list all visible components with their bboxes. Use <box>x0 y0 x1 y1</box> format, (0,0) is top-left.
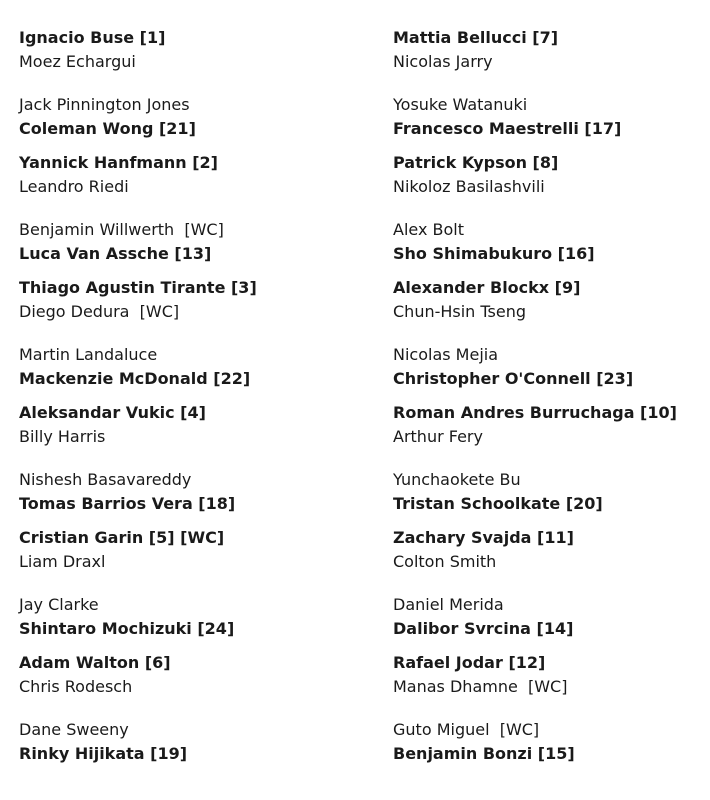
player-name: Moez Echargui <box>19 51 136 71</box>
match-pair <box>393 593 710 650</box>
match-pair <box>393 651 710 708</box>
seeded-player-name: Christopher O'Connell [23] <box>393 368 634 388</box>
seeded-player-name: Ignacio Buse [1] <box>19 28 166 47</box>
seeded-player-name: Roman Andres Burruchaga [10] <box>393 403 677 422</box>
player-name: Dane Sweeny <box>19 720 129 739</box>
seeded-player-name: Zachary Svajda [11] <box>393 528 574 547</box>
player-name: Nicolas Jarry <box>393 51 493 71</box>
match-pair <box>393 93 710 150</box>
seeded-player-name: Patrick Kypson [8] <box>393 153 559 172</box>
match-pair <box>19 93 349 150</box>
player-name: Manas Dhamne [WC] <box>393 676 568 696</box>
draw-section <box>19 276 349 401</box>
player-name: Benjamin Willwerth [WC] <box>19 220 224 239</box>
player-name: Jack Pinnington Jones <box>19 95 190 114</box>
player-name: Martin Landaluce <box>19 345 158 364</box>
match-pair <box>19 218 349 275</box>
match-pair <box>393 343 710 400</box>
player-name: Chris Rodesch <box>19 676 133 696</box>
player-name: Guto Miguel [WC] <box>393 720 540 739</box>
player-name: Billy Harris <box>19 426 106 446</box>
draw-section <box>393 401 710 526</box>
seeded-player-name: Tomas Barrios Vera [18] <box>19 493 236 513</box>
match-pair <box>19 718 349 775</box>
player-name: Nikoloz Basilashvili <box>393 176 545 196</box>
seeded-player-name: Aleksandar Vukic [4] <box>19 403 206 422</box>
match-pair <box>19 401 349 458</box>
match-pair <box>393 718 710 775</box>
seeded-player-name: Dalibor Svrcina [14] <box>393 618 574 638</box>
seeded-player-name: Yannick Hanfmann [2] <box>19 153 218 172</box>
player-name: Yosuke Watanuki <box>393 95 528 114</box>
player-name: Colton Smith <box>393 551 497 571</box>
player-name: Arthur Fery <box>393 426 483 446</box>
player-name: Yunchaokete Bu <box>393 470 521 489</box>
match-pair <box>19 526 349 583</box>
player-name: Nishesh Basavareddy <box>19 470 192 489</box>
match-pair <box>393 468 710 525</box>
draw-section <box>393 151 710 276</box>
player-name: Diego Dedura [WC] <box>19 301 180 321</box>
match-pair <box>19 651 349 708</box>
player-name: Daniel Merida <box>393 595 504 614</box>
seeded-player-name: Tristan Schoolkate [20] <box>393 493 603 513</box>
right-column <box>393 26 710 776</box>
left-column <box>19 26 349 776</box>
match-pair <box>393 26 710 83</box>
player-name: Liam Draxl <box>19 551 106 571</box>
match-pair <box>19 276 349 333</box>
player-name: Jay Clarke <box>19 595 99 614</box>
match-pair <box>393 151 710 208</box>
draw-section <box>19 526 349 651</box>
match-pair <box>19 468 349 525</box>
draw-section <box>393 651 710 776</box>
seeded-player-name: Alexander Blockx [9] <box>393 278 581 297</box>
seeded-player-name: Francesco Maestrelli [17] <box>393 118 622 138</box>
seeded-player-name: Coleman Wong [21] <box>19 118 196 138</box>
match-pair <box>19 593 349 650</box>
match-pair <box>393 526 710 583</box>
draw-section <box>393 526 710 651</box>
match-pair <box>393 276 710 333</box>
draw-section <box>19 26 349 151</box>
seeded-player-name: Luca Van Assche [13] <box>19 243 212 263</box>
seeded-player-name: Benjamin Bonzi [15] <box>393 743 575 763</box>
player-name: Alex Bolt <box>393 220 464 239</box>
draw-section <box>19 151 349 276</box>
seeded-player-name: Mattia Bellucci [7] <box>393 28 559 47</box>
draw-section <box>393 276 710 401</box>
player-name: Chun-Hsin Tseng <box>393 301 527 321</box>
match-pair <box>393 218 710 275</box>
seeded-player-name: Mackenzie McDonald [22] <box>19 368 251 388</box>
seeded-player-name: Rafael Jodar [12] <box>393 653 546 672</box>
seeded-player-name: Rinky Hijikata [19] <box>19 743 188 763</box>
seeded-player-name: Adam Walton [6] <box>19 653 171 672</box>
match-pair <box>19 343 349 400</box>
match-pair <box>19 26 349 83</box>
draw-section <box>19 401 349 526</box>
player-name: Nicolas Mejia <box>393 345 499 364</box>
seeded-player-name: Cristian Garin [5] [WC] <box>19 528 225 547</box>
seeded-player-name: Sho Shimabukuro [16] <box>393 243 595 263</box>
match-pair <box>19 151 349 208</box>
seeded-player-name: Thiago Agustin Tirante [3] <box>19 278 257 297</box>
seeded-player-name: Shintaro Mochizuki [24] <box>19 618 235 638</box>
match-pair <box>393 401 710 458</box>
draw-section <box>19 651 349 776</box>
player-name: Leandro Riedi <box>19 176 129 196</box>
draw-section <box>393 26 710 151</box>
